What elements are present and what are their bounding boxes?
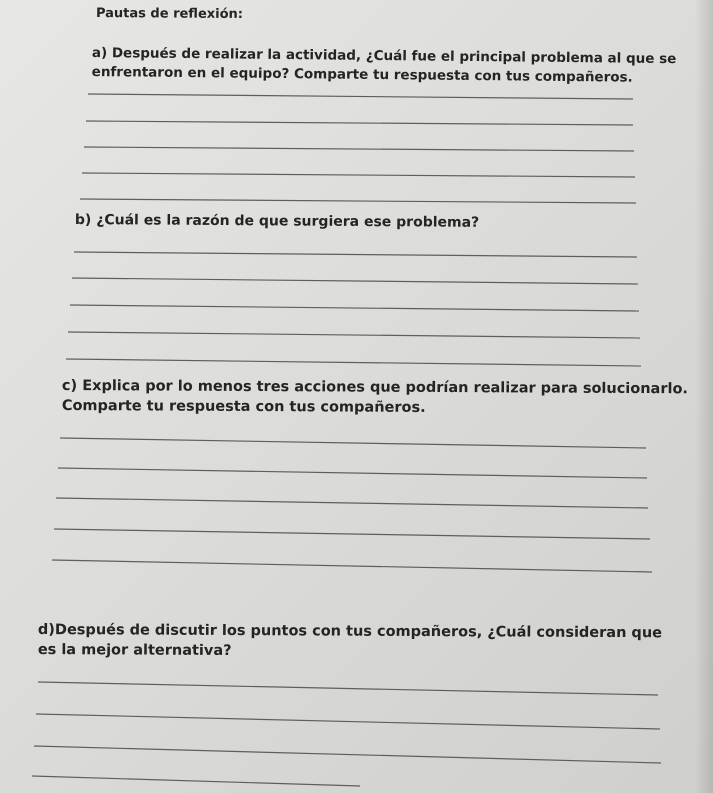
answer-line-a-2[interactable] bbox=[86, 121, 633, 125]
answer-line-a-1[interactable] bbox=[88, 94, 633, 99]
answer-line-b-2[interactable] bbox=[72, 278, 638, 284]
answer-line-d-4[interactable] bbox=[32, 776, 360, 786]
answer-line-d-3[interactable] bbox=[34, 746, 661, 763]
question-a-line-2: enfrentaron en el equipo? Comparte tu respuesta con tus compañeros. bbox=[91, 63, 633, 86]
question-b-line-1: b) ¿Cuál es la razón de que surgiera ese problema? bbox=[74, 212, 480, 231]
answer-line-c-3[interactable] bbox=[56, 498, 648, 508]
question-d-line-1: d)Después de discutir los puntos con tus compañeros, ¿Cuál consideran que bbox=[37, 622, 663, 642]
answer-line-a-3[interactable] bbox=[84, 147, 634, 151]
answer-line-c-5[interactable] bbox=[52, 560, 652, 572]
answer-line-c-1[interactable] bbox=[60, 438, 646, 448]
answer-line-d-2[interactable] bbox=[36, 714, 660, 729]
answer-line-c-4[interactable] bbox=[54, 529, 650, 539]
question-c-line-1: c) Explica por lo menos tres acciones que podrían realizar para solucionarlo. bbox=[61, 377, 688, 398]
question-c-line-2: Comparte tu respuesta con tus compañeros. bbox=[61, 397, 426, 416]
answer-line-b-3[interactable] bbox=[70, 305, 639, 311]
answer-line-d-1[interactable] bbox=[38, 682, 658, 695]
question-a-line-1: a) Después de realizar la actividad, ¿Cuál fue el principal problema al que se bbox=[91, 44, 677, 68]
worksheet-title: Pautas de reflexión: bbox=[95, 6, 244, 23]
answer-line-b-4[interactable] bbox=[68, 332, 640, 338]
answer-line-b-5[interactable] bbox=[66, 359, 641, 366]
question-d-line-2: es la mejor alternativa? bbox=[37, 641, 232, 660]
answer-line-c-2[interactable] bbox=[58, 468, 647, 478]
answer-line-a-4[interactable] bbox=[82, 173, 635, 177]
answer-line-b-1[interactable] bbox=[74, 252, 637, 257]
answer-line-a-5[interactable] bbox=[80, 199, 636, 203]
